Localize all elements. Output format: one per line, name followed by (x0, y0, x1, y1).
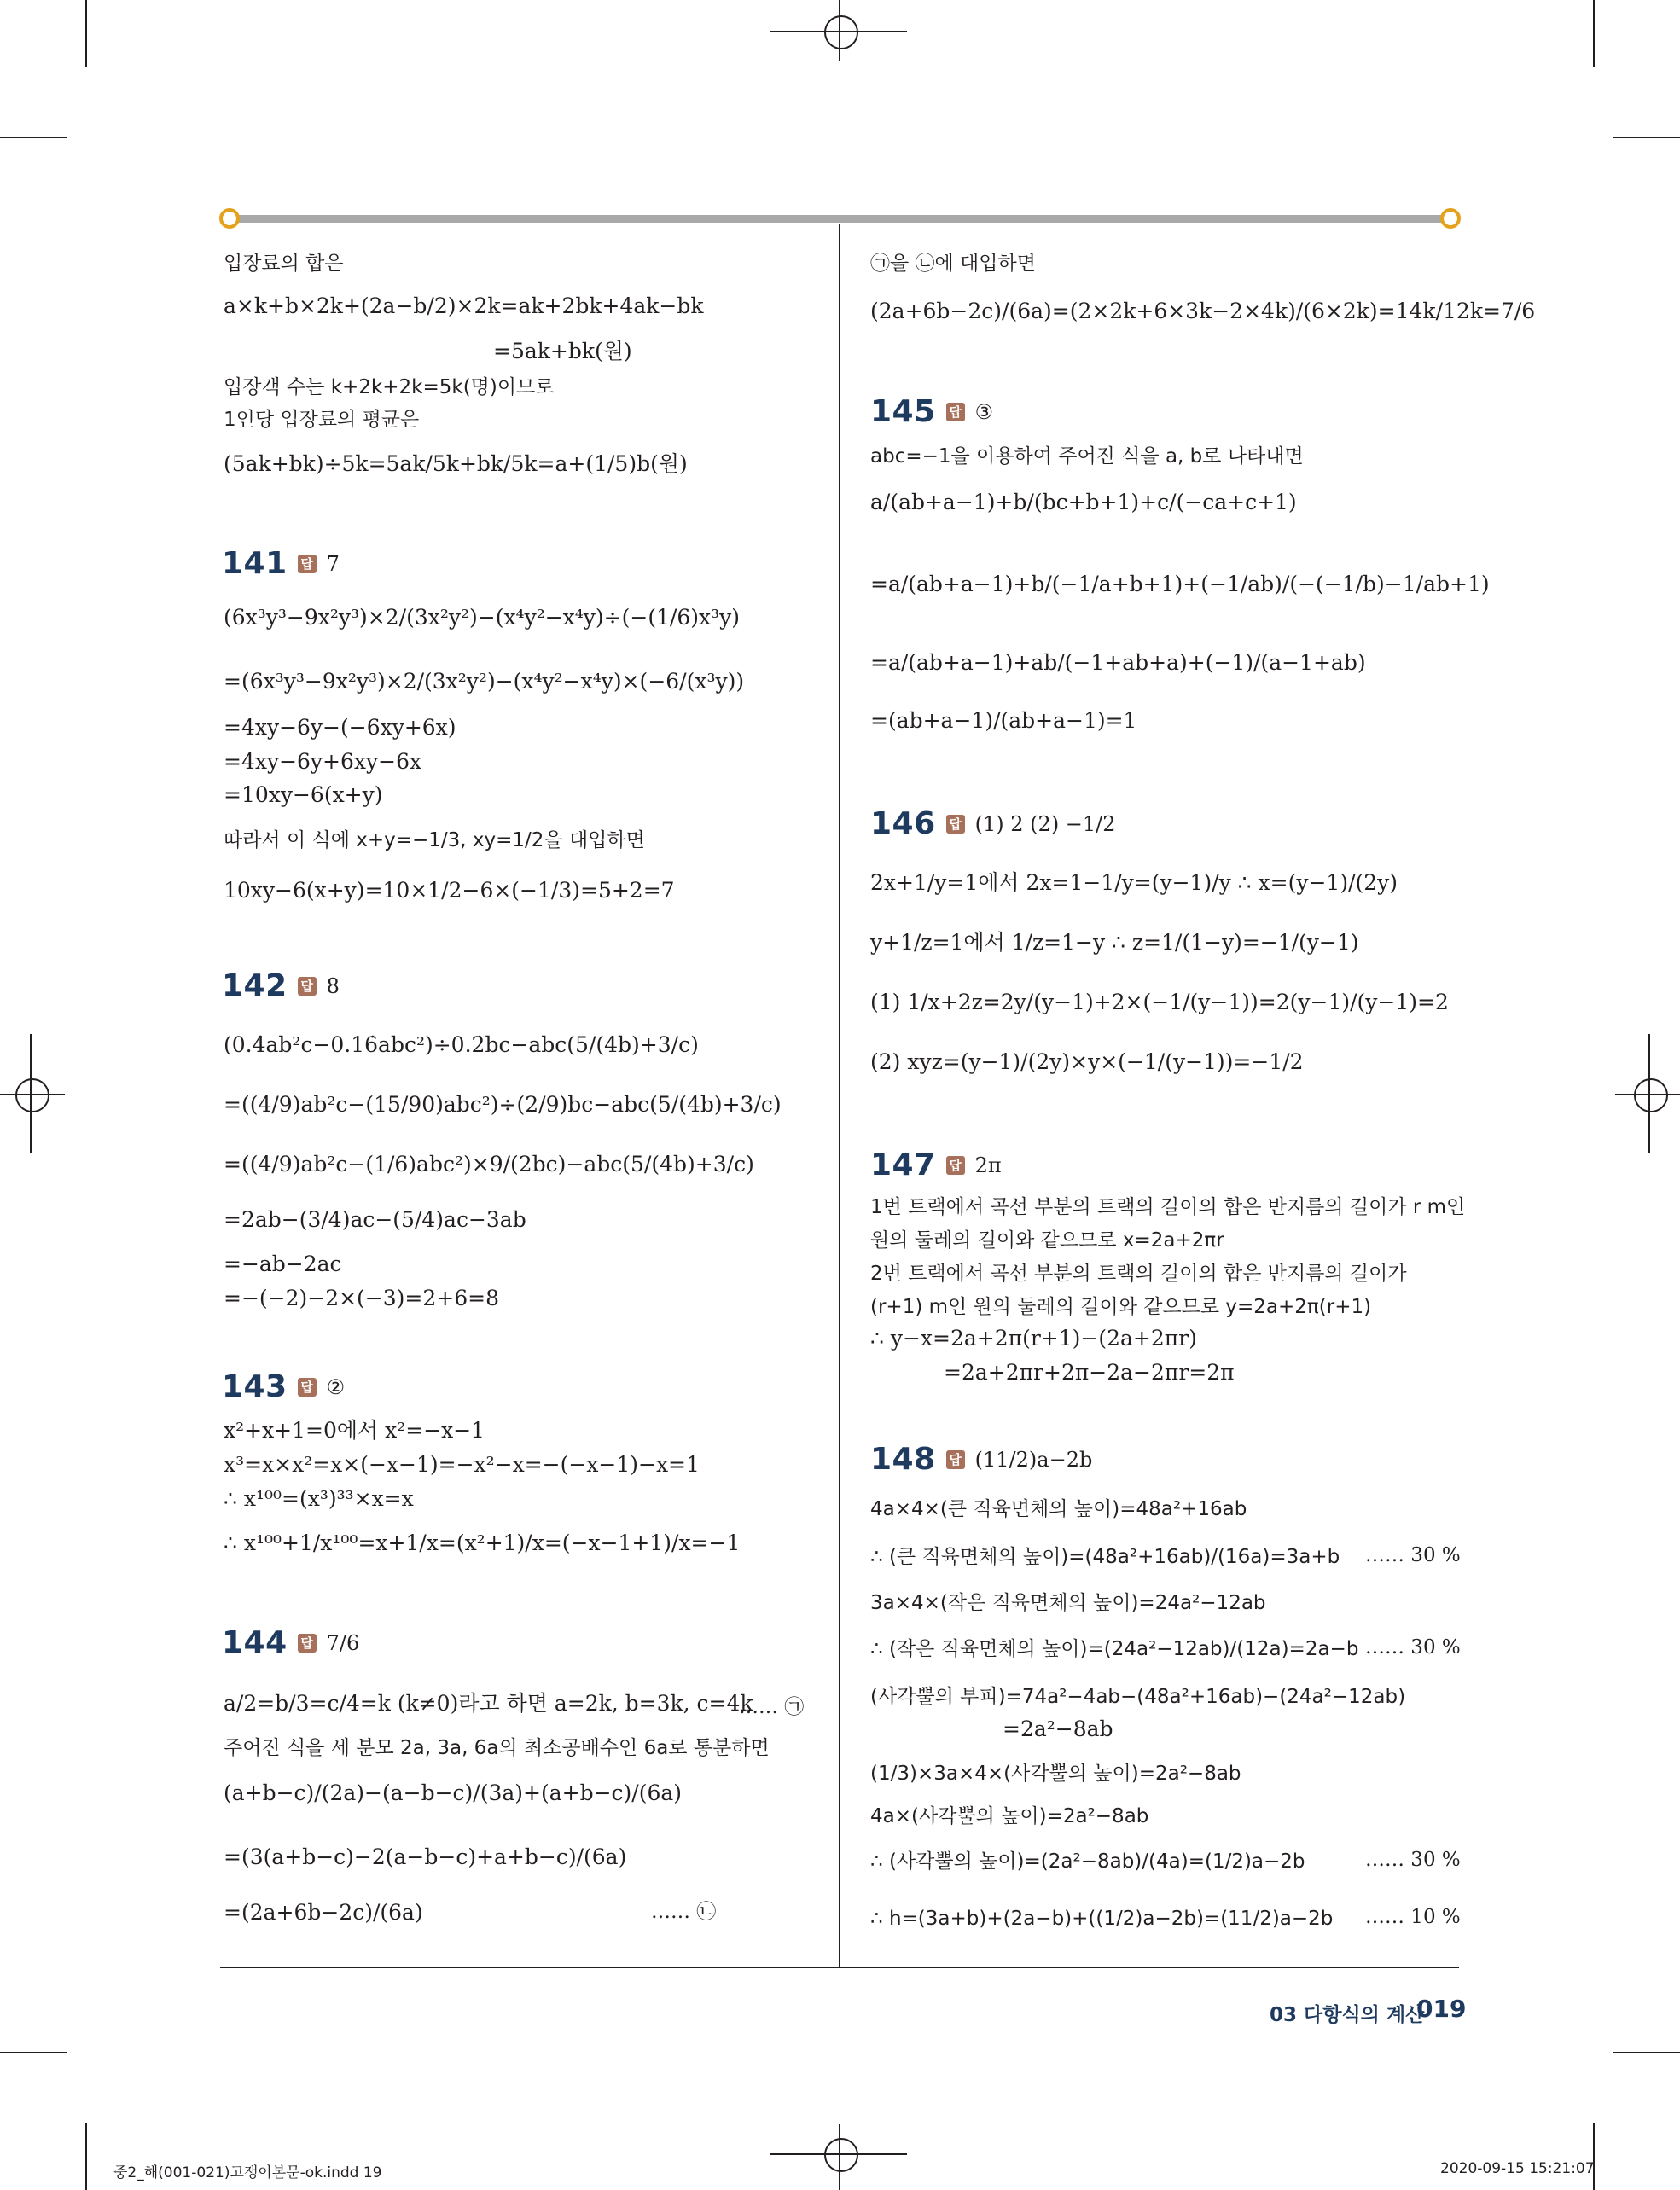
solution-line: ∴ x¹⁰⁰=(x³)³³×x=x (224, 1486, 414, 1511)
solution-line: =(6x³y³−9x²y³)×2/(3x²y²)−(x⁴y²−x⁴y)×(−6/(x³y)) (224, 669, 745, 694)
registration-mark (30, 1034, 32, 1153)
header-bar (226, 215, 1450, 223)
registration-mark (1648, 1034, 1650, 1153)
registration-mark (0, 1094, 65, 1095)
solution-line: =(2a+6b−2c)/(6a) (224, 1900, 423, 1925)
crop-mark (1613, 2052, 1680, 2053)
solution-line: (6x³y³−9x²y³)×2/(3x²y²)−(x⁴y²−x⁴y)÷(−(1/6)x³y) (224, 605, 741, 630)
registration-mark (15, 1078, 49, 1112)
solution-line: 10xy−6(x+y)=10×1/2−6×(−1/3)=5+2=7 (224, 878, 675, 903)
solution-line: =2a²−8ab (1003, 1717, 1113, 1741)
registration-mark (839, 0, 840, 61)
question-143-header (222, 1369, 345, 1404)
solution-line: =10xy−6(x+y) (224, 782, 383, 807)
solution-line: 2x+1/y=1에서 2x=1−1/y=(y−1)/y ∴ x=(y−1)/(2y) (870, 870, 1398, 895)
solution-line: (2) xyz=(y−1)/(2y)×y×(−1/(y−1))=−1/2 (870, 1049, 1304, 1074)
solution-line: ∴ h=(3a+b)+(2a−b)+((1/2)a−2b)=(11/2)a−2b (870, 1908, 1334, 1930)
answer-badge-icon: 답 (298, 977, 317, 996)
intro-line: a×k+b×2k+(2a−b/2)×2k=ak+2bk+4ak−bk (224, 293, 704, 318)
score-percent: …… 10 % (1365, 1906, 1461, 1928)
chapter-title: 03 다항식의 계산 (1270, 2004, 1425, 2026)
question-number: 143 (222, 1369, 288, 1404)
solution-line: a/(ab+a−1)+b/(bc+b+1)+c/(−ca+c+1) (870, 490, 1297, 514)
solution-line: 따라서 이 식에 x+y=−1/3, xy=1/2을 대입하면 (224, 829, 645, 851)
question-142-header (222, 968, 340, 1003)
registration-mark (839, 2124, 840, 2190)
registration-mark (824, 2138, 858, 2172)
solution-line: =((4/9)ab²c−(15/90)abc²)÷(2/9)bc−abc(5/(4b)+3/c) (224, 1092, 782, 1117)
question-146-header (870, 806, 1116, 841)
answer-value: (1) 2 (2) −1/2 (974, 811, 1116, 836)
crop-mark (85, 2123, 87, 2190)
solution-line: a/2=b/3=c/4=k (k≠0)라고 하면 a=2k, b=3k, c=4k (224, 1691, 753, 1716)
solution-line: 주어진 식을 세 분모 2a, 3a, 6a의 최소공배수인 6a로 통분하면 (224, 1737, 770, 1759)
solution-line: =4xy−6y+6xy−6x (224, 749, 422, 774)
intro-line: 1인당 입장료의 평균은 (224, 409, 420, 431)
question-148-header (870, 1442, 1092, 1477)
answer-value: ③ (974, 399, 994, 424)
answer-badge-icon: 답 (298, 1378, 317, 1397)
solution-line: x³=x×x²=x×(−x−1)=−x²−x=−(−x−1)−x=1 (224, 1452, 700, 1477)
solution-line: ∴ x¹⁰⁰+1/x¹⁰⁰=x+1/x=(x²+1)/x=(−x−1+1)/x=−1 (224, 1531, 741, 1555)
registration-mark (1615, 1094, 1680, 1095)
question-number: 144 (222, 1625, 288, 1660)
answer-badge-icon: 답 (946, 403, 965, 421)
question-number: 147 (870, 1147, 936, 1182)
answer-badge-icon: 답 (946, 815, 965, 834)
solution-line: (a+b−c)/(2a)−(a−b−c)/(3a)+(a+b−c)/(6a) (224, 1780, 683, 1805)
score-percent: …… 30 % (1365, 1636, 1461, 1658)
solution-line: ∴ y−x=2a+2π(r+1)−(2a+2πr) (870, 1326, 1197, 1351)
solution-line: =(3(a+b−c)−2(a−b−c)+a+b−c)/(6a) (224, 1844, 627, 1869)
solution-line: =2a+2πr+2π−2a−2πr=2π (944, 1360, 1235, 1385)
solution-line: 1번 트랙에서 곡선 부분의 트랙의 길이의 합은 반지름의 길이가 r m인 (870, 1196, 1466, 1218)
crop-mark (85, 0, 87, 67)
column-divider (839, 224, 840, 1968)
solution-line: =((4/9)ab²c−(1/6)abc²)×9/(2bc)−abc(5/(4b)+3/c) (224, 1152, 754, 1176)
page-number: 019 (1416, 1995, 1467, 2023)
bottom-rule (220, 1967, 1459, 1968)
solution-line: 3a×4×(작은 직육면체의 높이)=24a²−12ab (870, 1592, 1266, 1614)
answer-badge-icon: 답 (946, 1450, 965, 1469)
solution-line: =2ab−(3/4)ac−(5/4)ac−3ab (224, 1207, 526, 1232)
file-slug: 중2_해(001-021)고쟁이본문-ok.indd 19 (113, 2164, 382, 2181)
solution-line: (2a+6b−2c)/(6a)=(2×2k+6×3k−2×4k)/(6×2k)=14k/12k=7/6 (870, 299, 1536, 323)
crop-mark (1593, 2123, 1595, 2190)
question-145-header (870, 394, 993, 429)
solution-line: ∴ (큰 직육면체의 높이)=(48a²+16ab)/(16a)=3a+b (870, 1546, 1340, 1568)
solution-line: x²+x+1=0에서 x²=−x−1 (224, 1418, 485, 1443)
answer-value: 7/6 (326, 1630, 360, 1655)
question-number: 141 (222, 546, 288, 581)
intro-line: =5ak+bk(원) (493, 339, 632, 363)
score-percent: …… 30 % (1365, 1544, 1461, 1566)
question-147-header (870, 1147, 1002, 1182)
solution-line: 4a×(사각뿔의 높이)=2a²−8ab (870, 1805, 1149, 1827)
answer-badge-icon: 답 (298, 555, 317, 573)
solution-line: =−ab−2ac (224, 1252, 342, 1276)
intro-line: 입장객 수는 k+2k+2k=5k(명)이므로 (224, 376, 555, 398)
equation-marker: …… ㉡ (651, 1901, 717, 1923)
intro-line: (5ak+bk)÷5k=5ak/5k+bk/5k=a+(1/5)b(원) (224, 451, 688, 476)
registration-mark (824, 15, 858, 49)
solution-line: ∴ (사각뿔의 높이)=(2a²−8ab)/(4a)=(1/2)a−2b (870, 1850, 1305, 1873)
solution-line: y+1/z=1에서 1/z=1−y ∴ z=1/(1−y)=−1/(y−1) (870, 930, 1359, 955)
answer-value: (11/2)a−2b (974, 1447, 1093, 1472)
solution-line: abc=−1을 이용하여 주어진 식을 a, b로 나타내면 (870, 445, 1304, 468)
question-number: 145 (870, 394, 936, 429)
answer-value: ② (326, 1374, 346, 1399)
question-141-header (222, 546, 340, 581)
answer-value: 7 (326, 551, 340, 576)
answer-value: 2π (974, 1153, 1002, 1177)
question-144-header (222, 1625, 359, 1660)
solution-line: =a/(ab+a−1)+ab/(−1+ab+a)+(−1)/(a−1+ab) (870, 650, 1366, 675)
score-percent: …… 30 % (1365, 1849, 1461, 1871)
question-number: 142 (222, 968, 288, 1003)
solution-line: 원의 둘레의 길이와 같으므로 x=2a+2πr (870, 1229, 1224, 1252)
registration-mark (1634, 1078, 1668, 1112)
solution-line: (사각뿔의 부피)=74a²−4ab−(48a²+16ab)−(24a²−12ab) (870, 1686, 1406, 1708)
header-dot-right (1440, 208, 1461, 229)
print-timestamp: 2020-09-15 15:21:07 (1440, 2160, 1595, 2177)
solution-line: (r+1) m인 원의 둘레의 길이와 같으므로 y=2a+2π(r+1) (870, 1296, 1372, 1318)
solution-line: (1) 1/x+2z=2y/(y−1)+2×(−1/(y−1))=2(y−1)/(y−1)=2 (870, 990, 1449, 1014)
answer-badge-icon: 답 (946, 1156, 965, 1175)
solution-line: 4a×4×(큰 직육면체의 높이)=48a²+16ab (870, 1498, 1247, 1520)
answer-badge-icon: 답 (298, 1634, 317, 1653)
question-number: 148 (870, 1442, 936, 1477)
crop-mark (0, 137, 67, 138)
answer-value: 8 (326, 973, 340, 998)
solution-line: =(ab+a−1)/(ab+a−1)=1 (870, 708, 1137, 733)
question-number: 146 (870, 806, 936, 841)
solution-line: (1/3)×3a×4×(사각뿔의 높이)=2a²−8ab (870, 1763, 1241, 1785)
solution-line: =a/(ab+a−1)+b/(−1/a+b+1)+(−1/ab)/(−(−1/b)−1/ab+1) (870, 572, 1490, 596)
crop-mark (0, 2052, 67, 2053)
equation-marker: …… ㉠ (739, 1696, 805, 1718)
header-dot-left (219, 208, 240, 229)
crop-mark (1613, 137, 1680, 138)
solution-line: ∴ (작은 직육면체의 높이)=(24a²−12ab)/(12a)=2a−b (870, 1638, 1359, 1660)
solution-line: (0.4̇ab²c−0.16̇abc²)÷0.2̇bc−abc(5/(4b)+3/c) (224, 1032, 699, 1057)
solution-line: =−(−2)−2×(−3)=2+6=8 (224, 1286, 499, 1310)
solution-line: 2번 트랙에서 곡선 부분의 트랙의 길이의 합은 반지름의 길이가 (870, 1263, 1407, 1285)
crop-mark (1593, 0, 1595, 67)
intro-line: 입장료의 합은 (224, 253, 344, 275)
solution-line: =4xy−6y−(−6xy+6x) (224, 715, 456, 740)
solution-line: ㉠을 ㉡에 대입하면 (870, 253, 1036, 275)
